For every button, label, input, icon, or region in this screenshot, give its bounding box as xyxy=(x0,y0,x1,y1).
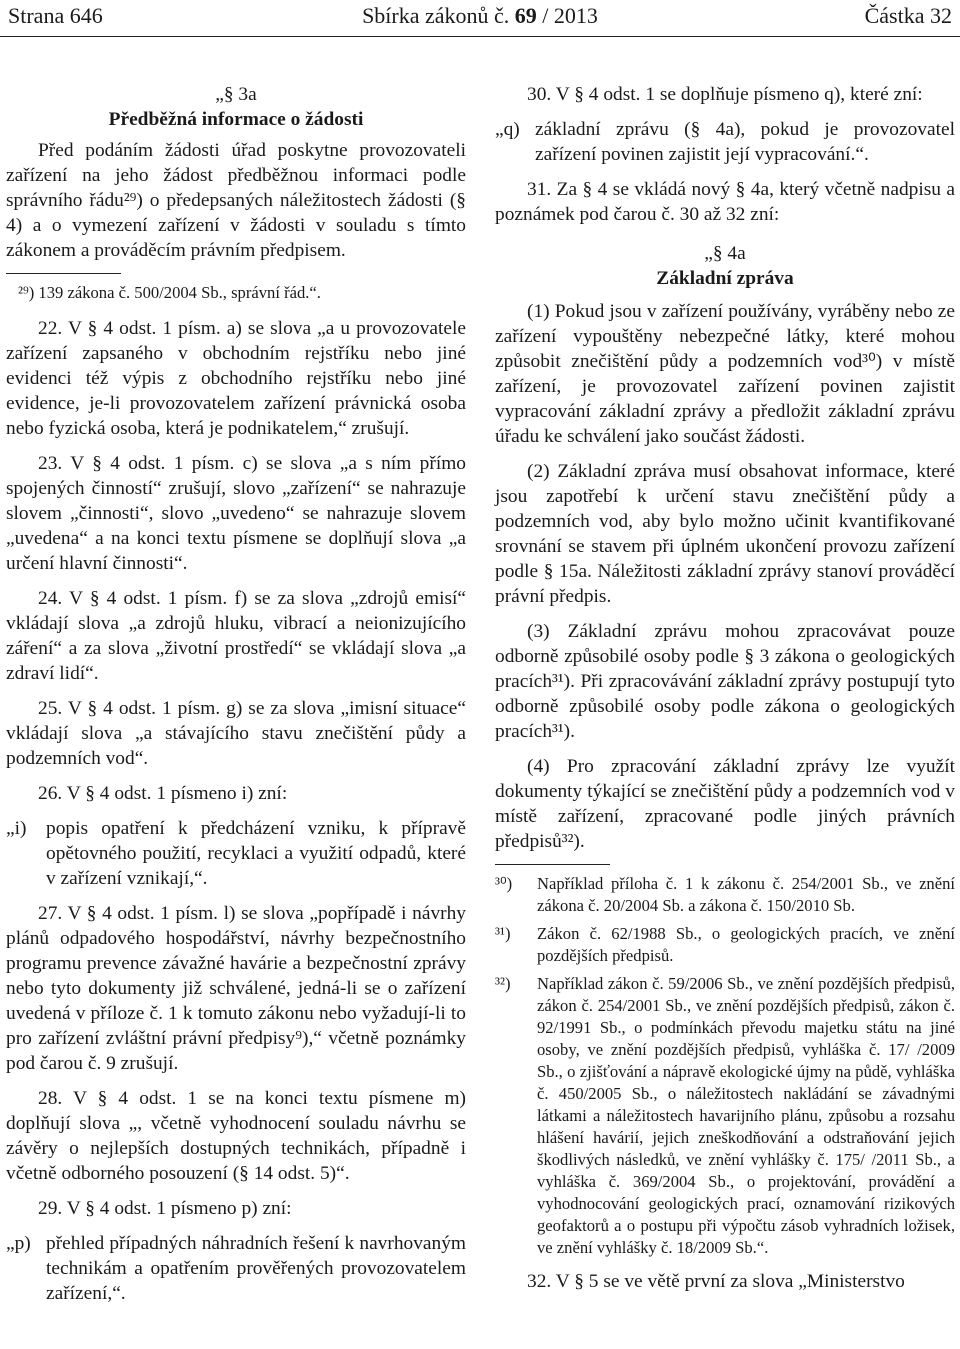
page-number: Strana 646 xyxy=(8,3,103,28)
footnote-rule xyxy=(6,273,121,274)
footnote-31 xyxy=(495,923,955,967)
footnote-rule xyxy=(495,864,610,865)
footnote-29: ²⁹) 139 zákona č. 500/2004 Sb., správní řád.“. xyxy=(18,283,321,302)
footnote-30-text: Například příloha č. 1 k zákonu č. 254/2001 Sb., ve znění zákona č. 20/2004 Sb. a zákona č. 150/2010 Sb. xyxy=(537,874,955,915)
point-22: 22. V § 4 odst. 1 písm. a) se slova „a u provozovatele zařízení zapsaného v obchodním rejstříku nebo jiné evidenci též výpis z obchodního rejstříku nebo jiné evidence, je-li provozovatelem zařízení právnická osoba nebo fyzická osoba, která je podnikatelem,“ zrušují. xyxy=(6,318,466,439)
point-26: 26. V § 4 odst. 1 písmeno i) zní: xyxy=(38,783,288,804)
section-4a-para-2: (2) Základní zpráva musí obsahovat informace, které jsou zapotřebí k určení stavu znečištění půdy a podzemních vod, aby bylo možno učinit kvantifikované srovnání se stavem při úplném ukončení provozu zařízení podle § 15a. Náležitosti základní zprávy stanoví prováděcí právní předpis. xyxy=(495,461,955,607)
left-column xyxy=(6,82,466,1316)
item-i-label: „i) xyxy=(6,818,27,839)
right-column xyxy=(495,82,955,1304)
page-header xyxy=(0,0,960,38)
point-23: 23. V § 4 odst. 1 písm. c) se slova „a s ním přímo spojených činností“ zrušují, slovo „zařízení“ se nahrazuje slovem „činnosti“, slovo „uvedeno“ se nahrazuje slovem „uvedena“ a na konci textu písmene se doplňují slova „a určení hlavní činnosti“. xyxy=(6,453,466,574)
point-24: 24. V § 4 odst. 1 písm. f) se za slova „zdrojů emisí“ vkládají slova „a zdrojů hluku, vibrací a neionizujícího záření“ a za slova „životní prostředí“ se vkládají slova „a zdraví lidí“. xyxy=(6,588,466,684)
section-4a-para-1: (1) Pokud jsou v zařízení používány, vyráběny nebo ze zařízení vypouštěny nebezpečné látky, které mohou způsobit znečištění půdy a podzemních vod³⁰) v místě zařízení, je provozovatel zařízení povinen zajistit vypracování základní zprávy a předložit základní zprávu úřadu ke schválení jako součást žádosti. xyxy=(495,301,955,447)
section-3a-title: Předběžná informace o žádosti xyxy=(108,109,364,130)
point-30: 30. V § 4 odst. 1 se doplňuje písmeno q), které zní: xyxy=(527,84,923,105)
item-p xyxy=(6,1231,466,1306)
footnote-31-text: Zákon č. 62/1988 Sb., o geologických pracích, ve znění pozdějších předpisů. xyxy=(537,924,955,965)
footnote-31-label: ³¹) xyxy=(495,924,511,943)
section-3a-heading: „§ 3a xyxy=(215,84,257,105)
section-4a-para-3: (3) Základní zprávu mohou zpracovávat pouze odborně způsobilé osoby podle § 3 zákona o geologických pracích³¹). Při zpracovávání základní zprávy postupují tyto odborně způsobilé osoby podle zákona o geologických pracích³¹). xyxy=(495,621,955,742)
item-i-text: popis opatření k předcházení vzniku, k přípravě opětovného použití, recyklaci a využití odpadů, které v zařízení vznikají,“. xyxy=(46,818,466,889)
point-27: 27. V § 4 odst. 1 písm. l) se slova „popřípadě i návrhy plánů odpadového hospodářství, návrhy bezpečnostního programu prevence závažné havárie a bezpečnostní zprávy nebo tyto dokumenty již schválené, jedná-li se o zařízení uvedená v příloze č. 1 k tomuto zákonu nebo vyžadují-li to pro zařízení zvláštní právní předpisy⁹),“ včetně poznámky pod čarou č. 9 zrušují. xyxy=(6,903,466,1074)
footnote-30 xyxy=(495,873,955,917)
point-29: 29. V § 4 odst. 1 písmeno p) zní: xyxy=(38,1198,292,1219)
footnote-32-text: Například zákon č. 59/2006 Sb., ve znění pozdějších předpisů, zákon č. 254/2001 Sb., ve znění pozdějších předpisů, zákon č. 92/1991 Sb., o podmínkách převodu majetku státu na jiné osoby, ve znění pozdějších předpisů, vyhláška č. 17/ /2009 Sb., o zjišťování a nápravě ekologické újmy na půdě, vyhláška č. 450/2005 Sb., o náležitostech nakládání se závadnými látkami a náležitostech havarijního plánu, způsobu a rozsahu hlášení havárií, jejich zneškodňování a odstraňování jejich škodlivých následků, ve znění vyhlášky č. 175/ /2011 Sb., a vyhláška č. 369/2004 Sb., o projektování, provádění a vyhodnocování geologických prací, oznamování rizikových geofaktorů a o postupu při výpočtu zásob vyhradních ložisek, ve znění vyhlášky č. 18/2009 Sb.“. xyxy=(537,974,955,1257)
item-i xyxy=(6,816,466,891)
section-3a-text: Před podáním žádosti úřad poskytne provozovateli zařízení na jeho žádost předběžnou informaci podle správního řádu²⁹) o předepsaných náležitostech žádosti (§ 4) a o vymezení zařízení v žádosti v souladu s tímto zákonem a prováděcím právním předpisem. xyxy=(6,140,466,261)
point-32: 32. V § 5 se ve větě první za slova „Ministerstvo xyxy=(527,1271,905,1292)
collection-number: 69 xyxy=(514,3,537,28)
point-31: 31. Za § 4 se vkládá nový § 4a, který včetně nadpisu a poznámek pod čarou č. 30 až 32 zní: xyxy=(495,179,955,225)
item-p-label: „p) xyxy=(6,1233,31,1254)
item-q xyxy=(495,117,955,167)
section-4a-para-4: (4) Pro zpracování základní zprávy lze využít dokumenty týkající se znečištění půdy a podzemních vod v místě zařízení, zpracované podle jiných právních předpisů³²). xyxy=(495,756,955,852)
collection-title: Sbírka zákonů č. 69 / 2013 xyxy=(362,3,598,28)
part-number: Částka 32 xyxy=(864,3,952,28)
item-q-label: „q) xyxy=(495,119,520,140)
footnote-32-label: ³²) xyxy=(495,974,511,993)
section-4a-heading: „§ 4a xyxy=(704,243,746,264)
footnote-32 xyxy=(495,973,955,1259)
footnote-30-label: ³⁰) xyxy=(495,874,513,893)
section-4a-title: Základní zpráva xyxy=(656,268,794,289)
item-p-text: přehled případných náhradních řešení k navrhovaným technikám a opatřením prověřených provozovatelem zařízení,“. xyxy=(46,1233,466,1304)
item-q-text: základní zprávu (§ 4a), pokud je provozovatel zařízení povinen zajistit její vypracování.“. xyxy=(535,119,955,165)
point-25: 25. V § 4 odst. 1 písm. g) se za slova „imisní situace“ vkládají slova „a stávajícího stavu znečištění půdy a podzemních vod“. xyxy=(6,698,466,769)
header-rule xyxy=(0,36,960,37)
point-28: 28. V § 4 odst. 1 se na konci textu písmene m) doplňují slova „, včetně vyhodnocení souladu návrhu se závěry o nejlepších dostupných technikách, případně i včetně odborného posouzení (§ 14 odst. 5)“. xyxy=(6,1088,466,1184)
